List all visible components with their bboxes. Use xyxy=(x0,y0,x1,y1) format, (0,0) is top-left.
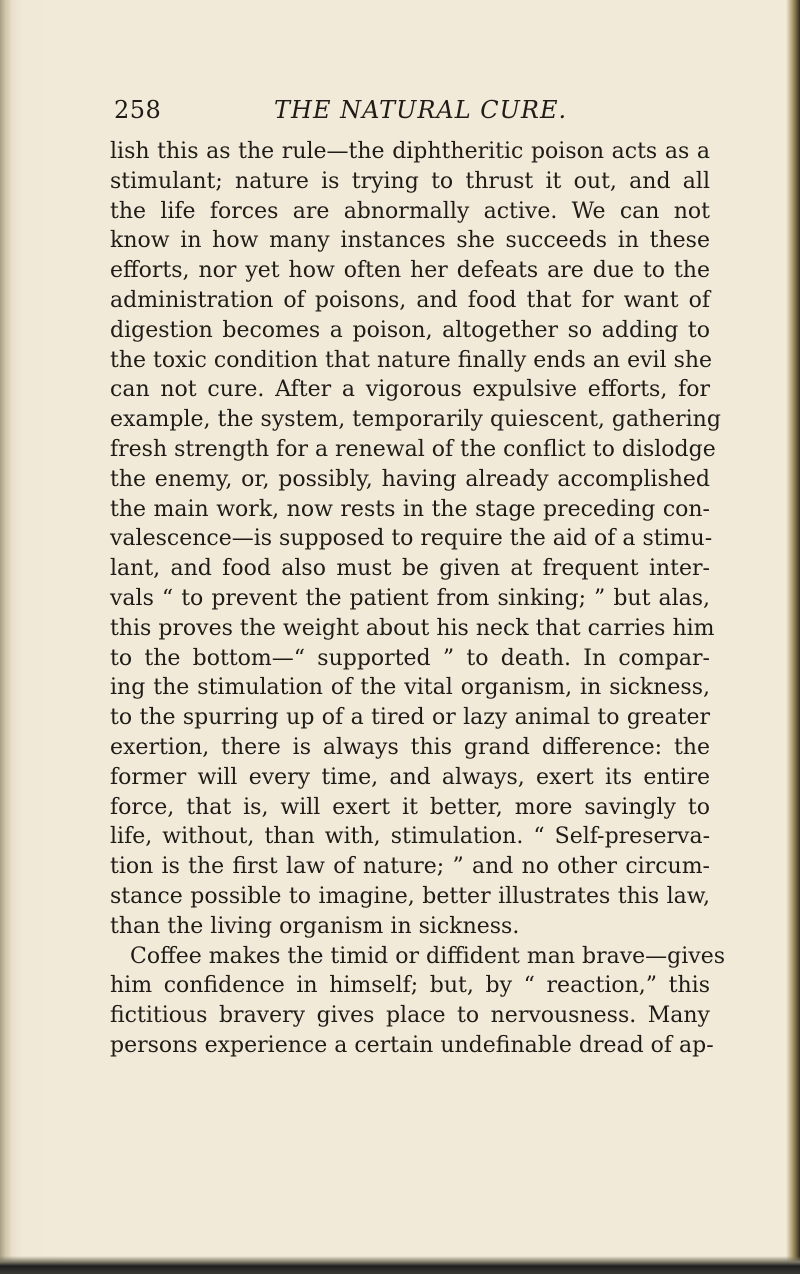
text-line: force, that is, will exert it better, more savingly to xyxy=(110,794,710,820)
text-line: stance possible to imagine, better illustrates this law, xyxy=(110,883,710,909)
text-line: administration of poisons, and food that for want of xyxy=(110,287,710,313)
text-line: fictitious bravery gives place to nervousness. Many xyxy=(110,1003,710,1029)
text-line: stimulant; nature is trying to thrust it out, and all xyxy=(110,168,710,194)
text-line: this proves the weight about his neck that carries him xyxy=(110,615,715,641)
text-line: digestion becomes a poison, altogether so adding to xyxy=(110,317,710,343)
text-line: him confidence in himself; but, by “ reaction,” this xyxy=(110,973,710,999)
text-line: valescence—is supposed to require the aid of a stimu- xyxy=(110,526,713,552)
text-line: the enemy, or, possibly, having already accomplished xyxy=(110,466,710,492)
text-line: the main work, now rests in the stage preceding con- xyxy=(110,496,710,522)
text-line: persons experience a certain undefinable dread of ap- xyxy=(110,1032,714,1058)
text-line: exertion, there is always this grand difference: the xyxy=(110,734,710,760)
text-line: ing the stimulation of the vital organism, in sickness, xyxy=(110,675,710,701)
text-line: example, the system, temporarily quiescent, gathering xyxy=(110,407,721,433)
page-gutter-shadow xyxy=(0,0,12,1274)
running-head: THE NATURAL CURE. xyxy=(274,96,568,124)
paragraph-start-line: Coffee makes the timid or diffident man brave—gives xyxy=(130,943,726,969)
paragraph-end-line: than the living organism in sickness. xyxy=(110,913,520,939)
text-line: lish this as the rule—the diphtheritic poison acts as a xyxy=(110,139,710,164)
page-bottom-edge xyxy=(0,1256,800,1274)
page-fore-edge xyxy=(786,0,800,1274)
text-line: can not cure. After a vigorous expulsive efforts, for xyxy=(110,377,710,403)
text-line: former will every time, and always, exert its entire xyxy=(110,764,710,790)
text-line: the life forces are abnormally active. We can not xyxy=(110,198,710,224)
page-header xyxy=(114,96,568,132)
text-line: lant, and food also must be given at frequent inter- xyxy=(110,556,710,582)
text-line: life, without, than with, stimulation. “ Self-preserva- xyxy=(110,824,710,850)
text-line: know in how many instances she succeeds in these xyxy=(110,228,710,254)
text-line: the toxic condition that nature finally ends an evil she xyxy=(110,347,713,373)
text-line: vals “ to prevent the patient from sinking; ” but alas, xyxy=(110,585,710,611)
text-line: fresh strength for a renewal of the conflict to dislodge xyxy=(110,436,716,462)
page-number: 258 xyxy=(114,96,162,124)
text-line: to the bottom—“ supported ” to death. In compar- xyxy=(110,645,710,671)
text-line: tion is the first law of nature; ” and no other circum- xyxy=(110,854,710,880)
text-line: efforts, nor yet how often her defeats are due to the xyxy=(110,258,710,284)
text-line: to the spurring up of a tired or lazy animal to greater xyxy=(110,705,710,731)
body-text xyxy=(110,137,726,1061)
